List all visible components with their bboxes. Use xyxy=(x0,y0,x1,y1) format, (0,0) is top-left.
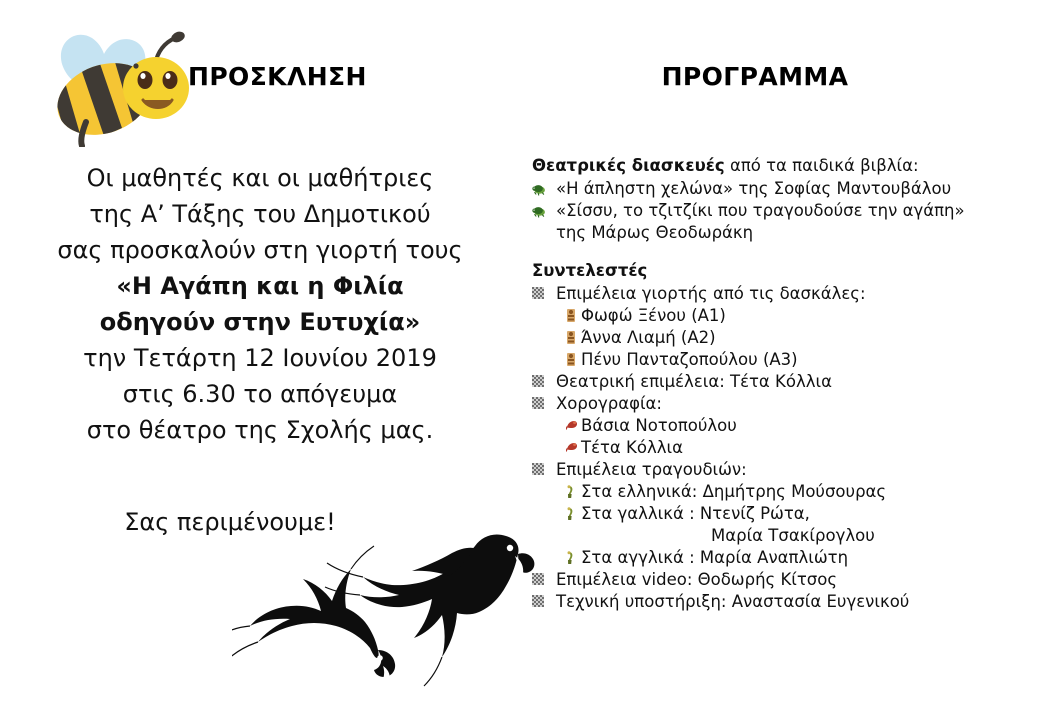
list-item xyxy=(532,481,1032,503)
list-item xyxy=(532,437,1032,459)
section-credits-title: Συντελεστές xyxy=(532,261,648,280)
list-item-line2: Μαρία Τσακίρογλου xyxy=(711,526,875,545)
invitation-title: ΠΡΟΣΚΛΗΣΗ xyxy=(188,62,367,91)
list-item-text: Επιμέλεια video: Θοδωρής Κίτσος xyxy=(556,570,838,589)
list-item-text: Επιμέλεια γιορτής από τις δασκάλες: xyxy=(556,284,866,303)
section-theatrical-title-bold: Θεατρικές διασκευές xyxy=(532,156,725,175)
list-item-text: Επιμέλεια τραγουδιών: xyxy=(556,460,747,479)
invitation-body xyxy=(20,160,500,448)
turtle-icon xyxy=(532,204,546,218)
list-item xyxy=(532,178,1032,200)
programme-body xyxy=(532,155,1032,613)
invitation-line: την Τετάρτη 12 Ιουνίου 2019 xyxy=(83,344,437,372)
invitation-line: στις 6.30 το απόγευμα xyxy=(122,380,398,408)
list-item-text: Θεατρική επιμέλεια: Τέτα Κόλλια xyxy=(556,372,832,391)
statue-figure-icon xyxy=(566,331,576,344)
dancer-red-icon xyxy=(566,419,576,432)
list-item xyxy=(532,591,1032,613)
checkered-square-icon xyxy=(532,595,546,609)
turtle-icon xyxy=(532,182,546,196)
list-item-line1: «Σίσσυ, το τζιτζίκι που τραγουδούσε την αγάπη» xyxy=(556,201,965,220)
list-item-text: Στα αγγλικά : Μαρία Αναπλιώτη xyxy=(581,548,849,567)
singer-green-icon xyxy=(566,551,576,564)
list-item xyxy=(532,349,1032,371)
list-item xyxy=(532,200,1032,244)
list-item-line1: Στα γαλλικά : Ντενίζ Ρώτα, xyxy=(581,504,810,523)
list-item xyxy=(532,283,1032,305)
checkered-square-icon xyxy=(532,397,546,411)
list-item-text: Φωφώ Ξένου (Α1) xyxy=(581,306,726,325)
bee-icon xyxy=(42,22,190,147)
invitation-line: σας προσκαλούν στη γιορτή τους xyxy=(57,236,463,264)
list-item xyxy=(532,371,1032,393)
invitation-line: στο θέατρο της Σχολής μας. xyxy=(86,416,434,444)
list-item-line2: της Μάρως Θεοδωράκη xyxy=(556,223,754,242)
checkered-square-icon xyxy=(532,463,546,477)
list-item xyxy=(532,393,1032,415)
list-item xyxy=(532,547,1032,569)
programme-panel xyxy=(520,0,1040,720)
section-theatrical-title-rest: από τα παιδικά βιβλία: xyxy=(724,156,919,175)
invitation-line-emphasis: οδηγούν στην Ευτυχία» xyxy=(99,308,421,336)
list-item-text: Άννα Λιαμή (Α2) xyxy=(581,328,716,347)
statue-figure-icon xyxy=(566,353,576,366)
checkered-square-icon xyxy=(532,375,546,389)
list-item-text: Στα ελληνικά: Δημήτρης Μούσουρας xyxy=(581,482,887,501)
list-item xyxy=(532,327,1032,349)
checkered-square-icon xyxy=(532,287,546,301)
list-item-text: Βάσια Νοτοπούλου xyxy=(581,416,737,435)
singer-green-icon xyxy=(566,507,576,520)
list-item-text: «Η άπληστη χελώνα» της Σοφίας Μαντουβάλου xyxy=(556,179,952,198)
list-item-text xyxy=(581,503,1032,547)
list-item xyxy=(532,415,1032,437)
list-item xyxy=(532,569,1032,591)
invitation-closing: Σας περιμένουμε! xyxy=(124,508,336,536)
dancer-red-icon xyxy=(566,441,576,454)
statue-figure-icon xyxy=(566,309,576,322)
section-theatrical-title xyxy=(532,155,1032,177)
programme-title: ΠΡΟΓΡΑΜΜΑ xyxy=(661,62,849,91)
list-item xyxy=(532,503,1032,547)
list-item-text: Τεχνική υποστήριξη: Αναστασία Ευγενικού xyxy=(556,592,910,611)
list-item-text xyxy=(556,200,1032,244)
section-divider xyxy=(532,244,1032,260)
invitation-line-emphasis: «Η Αγάπη και η Φιλία xyxy=(116,272,404,300)
list-item-text: Τέτα Κόλλια xyxy=(581,438,683,457)
singer-green-icon xyxy=(566,485,576,498)
list-item-text: Πένυ Πανταζοπούλου (Α3) xyxy=(581,350,798,369)
invitation-line: Οι μαθητές και οι μαθήτριες xyxy=(86,164,434,192)
list-item-text: Χορογραφία: xyxy=(556,394,662,413)
swallows-icon xyxy=(232,512,542,717)
list-item xyxy=(532,459,1032,481)
invitation-line: της Α’ Τάξης του Δημοτικού xyxy=(89,200,431,228)
checkered-square-icon xyxy=(532,573,546,587)
list-item xyxy=(532,305,1032,327)
